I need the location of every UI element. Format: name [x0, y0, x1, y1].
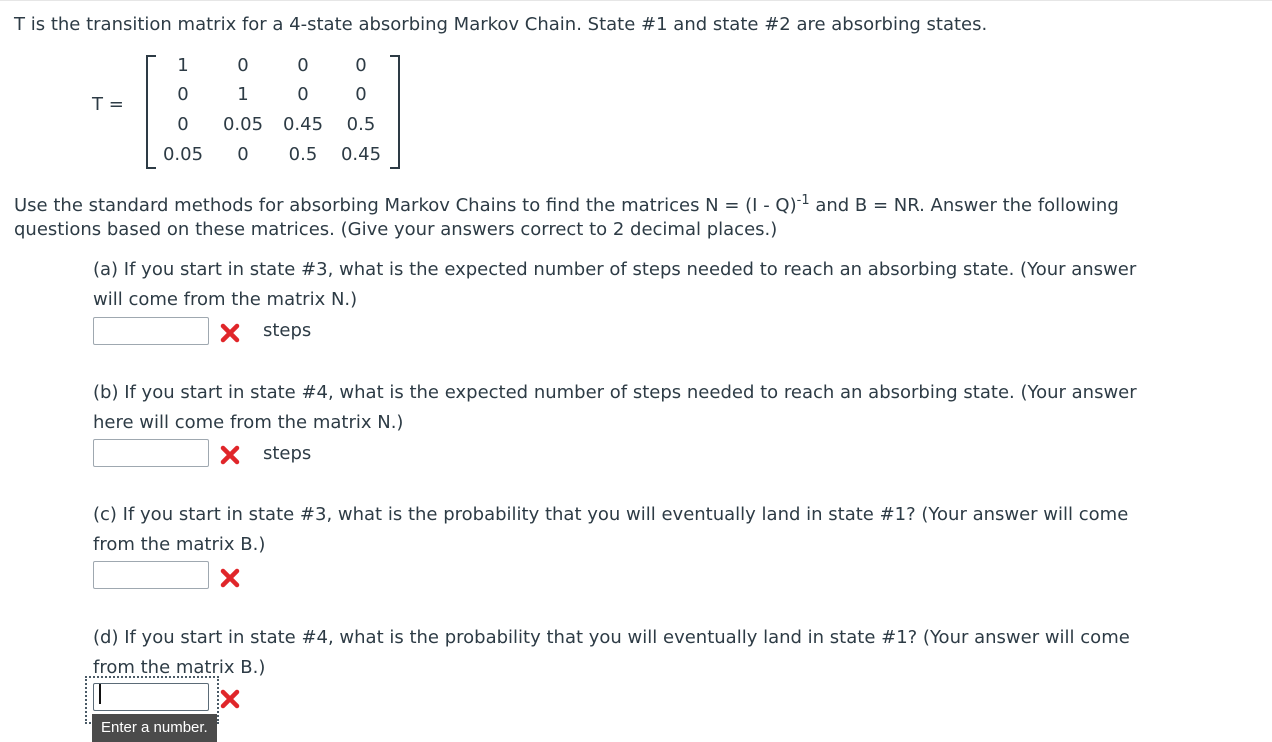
matrix-cell: 0	[177, 84, 189, 105]
matrix-cell: 0	[237, 55, 249, 76]
unit-label: steps	[263, 443, 312, 464]
matrix-cell: 0.45	[282, 114, 324, 135]
matrix-cell: 0	[297, 84, 309, 105]
matrix-cell: 1	[177, 55, 189, 76]
question-text-line2: will come from the matrix N.)	[93, 289, 358, 310]
answer-input-b[interactable]	[93, 439, 209, 467]
answer-input-c[interactable]	[93, 561, 209, 589]
text-cursor	[99, 684, 101, 704]
intro-text: T is the transition matrix for a 4-state absorbing Markov Chain. State #1 and state #2 are absorbing states.	[14, 14, 988, 35]
method-text-post: and B = NR. Answer the following	[809, 195, 1119, 216]
matrix-cell: 0.05	[162, 144, 204, 165]
matrix-cell: 0	[355, 55, 367, 76]
matrix-cell: 1	[237, 84, 249, 105]
matrix-cell: 0	[237, 144, 249, 165]
method-text-pre: Use the standard methods for absorbing Markov Chains to find the matrices N = (I - Q)	[14, 195, 797, 216]
matrix-cell: 0.05	[222, 114, 264, 135]
incorrect-x-icon	[219, 322, 241, 344]
answer-input-a[interactable]	[93, 317, 209, 345]
matrix-label: T =	[92, 94, 124, 115]
incorrect-x-icon	[219, 688, 241, 710]
incorrect-x-icon	[219, 444, 241, 466]
question-text: (c) If you start in state #3, what is the probability that you will eventually land in state #1? (Your answer will come	[93, 504, 1129, 525]
question-text-line2: from the matrix B.)	[93, 657, 266, 678]
question-text-line2: here will come from the matrix N.)	[93, 412, 404, 433]
unit-label: steps	[263, 320, 312, 341]
matrix-cell: 0	[297, 55, 309, 76]
question-text-line2: from the matrix B.)	[93, 534, 266, 555]
incorrect-x-icon	[219, 567, 241, 589]
top-divider	[0, 0, 1272, 1]
matrix-cell: 0.5	[288, 144, 318, 165]
matrix-cell: 0	[355, 84, 367, 105]
question-text: (d) If you start in state #4, what is the probability that you will eventually land in state #1? (Your answer will come	[93, 627, 1130, 648]
matrix-cell: 0.45	[340, 144, 382, 165]
method-text-line2: questions based on these matrices. (Give your answers correct to 2 decimal places.)	[14, 219, 778, 240]
matrix-cell: 0.5	[346, 114, 376, 135]
input-hint-tooltip: Enter a number.	[92, 714, 217, 742]
question-text: (a) If you start in state #3, what is the expected number of steps needed to reach an absorbing state. (Your answer	[93, 259, 1137, 280]
question-text: (b) If you start in state #4, what is the expected number of steps needed to reach an absorbing state. (Your answer	[93, 382, 1137, 403]
answer-input-d[interactable]	[93, 683, 209, 711]
inverse-exponent: -1	[796, 193, 810, 208]
matrix-cell: 0	[177, 114, 189, 135]
